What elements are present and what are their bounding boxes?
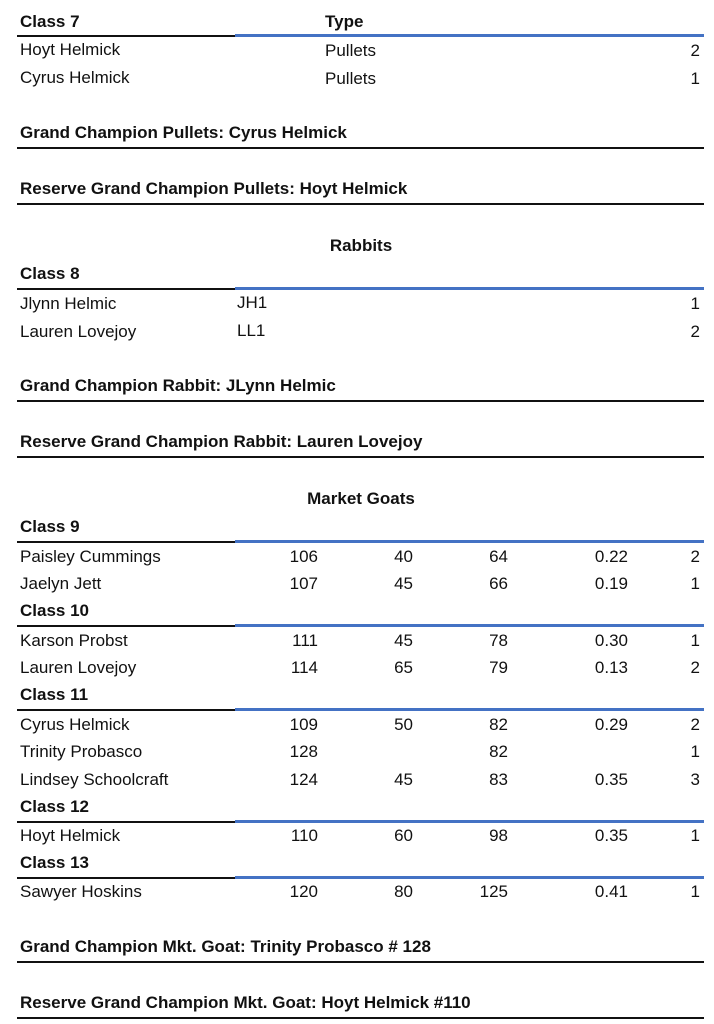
value-col-2: 80 <box>394 882 413 901</box>
header-accent-line <box>235 287 704 290</box>
entrant-name: Cyrus Helmick <box>20 715 130 734</box>
value-col-4: 0.35 <box>594 826 628 845</box>
divider <box>17 821 235 823</box>
divider <box>17 203 704 205</box>
placing: 1 <box>690 294 700 313</box>
section-title-market-goats: Market Goats <box>307 489 415 508</box>
value-col-3: 79 <box>489 658 508 677</box>
value-col-2: 50 <box>394 715 413 734</box>
type-header: Type <box>325 12 364 31</box>
entrant-name: Sawyer Hoskins <box>20 882 142 901</box>
entrant-name: Lauren Lovejoy <box>20 322 137 341</box>
value-col-3: 66 <box>489 574 508 593</box>
value-col-1: 128 <box>289 742 318 761</box>
grand-champion-pullets: Grand Champion Pullets: Cyrus Helmick <box>20 123 347 142</box>
header-accent-line <box>235 624 704 627</box>
value-col-2: 45 <box>394 574 413 593</box>
entrant-name: Jaelyn Jett <box>20 574 102 593</box>
header-accent-line <box>235 34 704 37</box>
header-accent-line <box>235 876 704 879</box>
divider <box>17 35 235 37</box>
value-col-4: 0.22 <box>594 547 628 566</box>
value-col-1: 114 <box>290 658 318 677</box>
class-label: Class 9 <box>20 517 80 536</box>
value-col-4: 0.13 <box>594 658 628 677</box>
value-col-3: 82 <box>489 742 508 761</box>
value-col-1: 124 <box>289 770 318 789</box>
entrant-name: Hoyt Helmick <box>20 826 121 845</box>
placing: 2 <box>690 41 700 60</box>
reserve-champion-rabbit: Reserve Grand Champion Rabbit: Lauren Lovejoy <box>20 432 423 451</box>
divider <box>17 288 235 290</box>
entry-tag: JH1 <box>237 293 268 312</box>
divider <box>17 1017 704 1019</box>
class-label: Class 8 <box>20 264 80 283</box>
entrant-name: Trinity Probasco <box>20 742 143 761</box>
value-col-2: 45 <box>394 770 413 789</box>
placing: 1 <box>690 742 700 761</box>
value-col-1: 106 <box>289 547 318 566</box>
placing: 1 <box>690 882 700 901</box>
placing: 3 <box>690 770 700 789</box>
value-col-3: 78 <box>489 631 508 650</box>
entrant-name: Hoyt Helmick <box>20 40 121 59</box>
entry-tag: LL1 <box>237 321 266 340</box>
divider <box>17 961 704 963</box>
value-col-3: 98 <box>489 826 508 845</box>
header-accent-line <box>235 540 704 543</box>
divider <box>17 147 704 149</box>
class-label: Class 12 <box>20 797 89 816</box>
value-col-3: 64 <box>489 547 508 566</box>
divider <box>17 541 235 543</box>
entrant-name: Karson Probst <box>20 631 128 650</box>
header-accent-line <box>235 708 704 711</box>
entry-type: Pullets <box>325 69 377 88</box>
placing: 1 <box>690 574 700 593</box>
placing: 1 <box>690 826 700 845</box>
divider <box>17 709 235 711</box>
entrant-name: Paisley Cummings <box>20 547 161 566</box>
grand-champion-rabbit: Grand Champion Rabbit: JLynn Helmic <box>20 376 336 395</box>
value-col-3: 125 <box>479 882 508 901</box>
value-col-4: 0.35 <box>594 770 628 789</box>
value-col-3: 83 <box>489 770 508 789</box>
divider <box>17 625 235 627</box>
value-col-2: 40 <box>394 547 413 566</box>
value-col-4: 0.30 <box>594 631 628 650</box>
entrant-name: Cyrus Helmick <box>20 68 130 87</box>
reserve-champion-pullets: Reserve Grand Champion Pullets: Hoyt Helmick <box>20 179 408 198</box>
value-col-4: 0.19 <box>594 574 628 593</box>
entry-type: Pullets <box>325 41 377 60</box>
divider <box>17 877 235 879</box>
placing: 2 <box>690 715 700 734</box>
value-col-1: 107 <box>289 574 318 593</box>
class-label: Class 11 <box>20 685 89 704</box>
divider <box>17 456 704 458</box>
value-col-2: 65 <box>394 658 413 677</box>
placing: 2 <box>690 547 700 566</box>
entrant-name: Lauren Lovejoy <box>20 658 137 677</box>
entrant-name: Jlynn Helmic <box>20 294 117 313</box>
placing: 2 <box>690 322 700 341</box>
value-col-2: 60 <box>394 826 413 845</box>
placing: 1 <box>690 69 700 88</box>
placing: 2 <box>690 658 700 677</box>
value-col-1: 111 <box>292 631 318 650</box>
reserve-champion-goat: Reserve Grand Champion Mkt. Goat: Hoyt Helmick #110 <box>20 993 471 1012</box>
grand-champion-goat: Grand Champion Mkt. Goat: Trinity Probasco # 128 <box>20 937 431 956</box>
value-col-4: 0.41 <box>594 882 628 901</box>
value-col-3: 82 <box>489 715 508 734</box>
value-col-1: 109 <box>289 715 318 734</box>
value-col-4: 0.29 <box>594 715 628 734</box>
placing: 1 <box>690 631 700 650</box>
class-label: Class 7 <box>20 12 80 31</box>
entrant-name: Lindsey Schoolcraft <box>20 770 169 789</box>
value-col-2: 45 <box>394 631 413 650</box>
divider <box>17 400 704 402</box>
value-col-1: 120 <box>289 882 318 901</box>
header-accent-line <box>235 820 704 823</box>
class-label: Class 13 <box>20 853 89 872</box>
class-label: Class 10 <box>20 601 89 620</box>
section-title-rabbits: Rabbits <box>329 236 393 255</box>
value-col-1: 110 <box>290 826 318 845</box>
